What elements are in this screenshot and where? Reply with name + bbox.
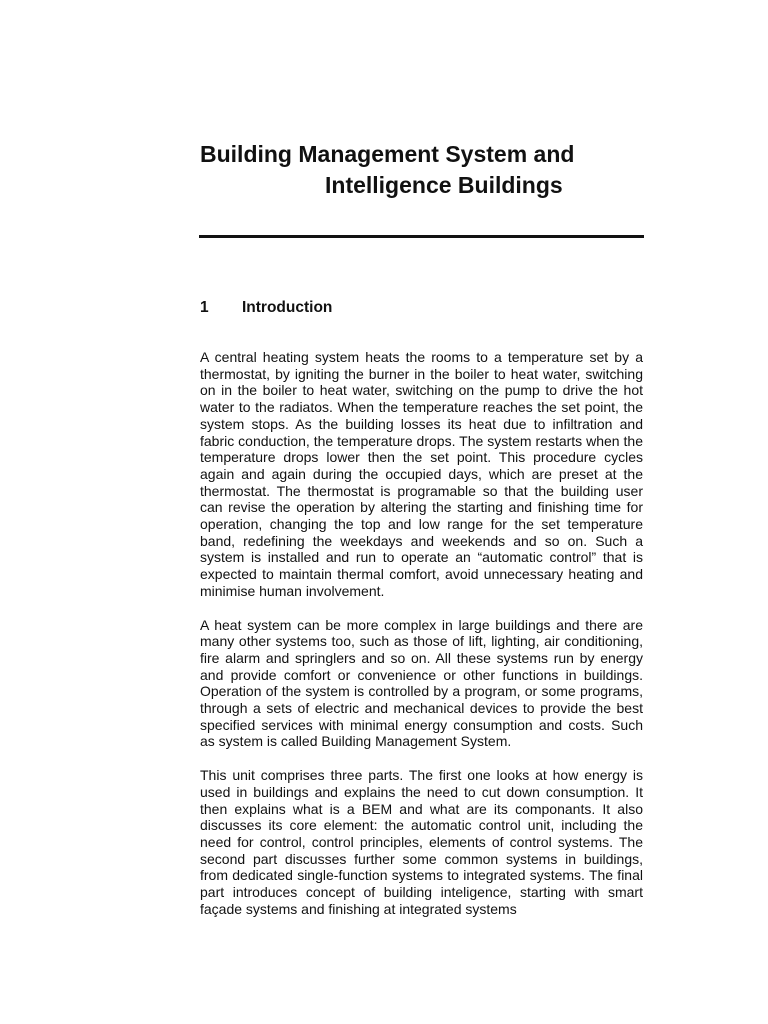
title-divider xyxy=(199,235,644,238)
document-title xyxy=(200,139,644,201)
section-number: 1 xyxy=(200,299,209,316)
paragraph-3: This unit comprises three parts. The first one looks at how energy is used in buildings and explains the need to cut down consumption. It then explains what is a BEM and what are its componants. It also discusses its core element: the automatic control unit, including the need for control, control principles, elements of control systems. The second part discusses further some common systems in buildings, from dedicated single-function systems to integrated systems. The final part introduces concept of building inteligence, starting with smart façade systems and finishing at integrated systems xyxy=(200,767,643,917)
body-text xyxy=(200,349,643,935)
title-line-1: Building Management System and xyxy=(200,141,575,167)
title-line-2: Intelligence Buildings xyxy=(325,172,563,198)
section-heading xyxy=(200,297,332,319)
paragraph-1: A central heating system heats the rooms to a temperature set by a thermostat, by igniting the burner in the boiler to heat water, switching on in the boiler to heat water, switching on the pump to drive the hot water to the radiatos. When the temperature reaches the set point, the system stops. As the building losses its heat due to infiltration and fabric conduction, the temperature drops. The system restarts when the temperature drops lower then the set point. This procedure cycles again and again during the occupied days, which are preset at the thermostat. The thermostat is programable so that the building user can revise the operation by altering the starting and finishing time for operation, changing the top and low range for the set temperature band, redefining the weekdays and weekends and so on. Such a system is installed and run to operate an “automatic control” that is expected to maintain thermal comfort, avoid unnecessary heating and minimise human involvement. xyxy=(200,349,643,599)
paragraph-2: A heat system can be more complex in large buildings and there are many other systems too, such as those of lift, lighting, air conditioning, fire alarm and springlers and so on. All these systems run by energy and provide comfort or convenience or other functions in buildings. Operation of the system is controlled by a program, or some programs, through a sets of electric and mechanical devices to provide the best specified services with minimal energy consumption and costs. Such as system is called Building Management System. xyxy=(200,616,643,750)
section-title: Introduction xyxy=(242,299,333,316)
